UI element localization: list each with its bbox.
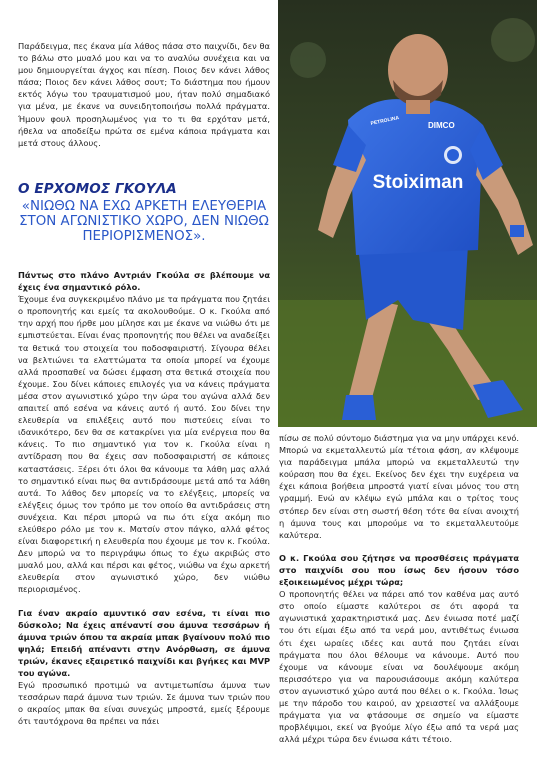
answer-2-part-2: πίσω σε πολύ σύντομο διάστημα για να μην υπάρχει κενό. Μπορώ να εκμεταλλευτώ μία τέτοια φάση, αν κλέψουμε για παράδειγμα μπάλα μπορώ να εκμεταλλευτώ την κούραση που θα έχει. Εκείνος δεν έχει την ευχέρεια να έχει κάποια βοήθεια μπροστά γιατί είναι μόνος του στη γραμμή. Ενώ αν κλέψω εγώ μπάλα και ο τρίτος τους στόπερ δεν είναι στη σωστή θέση τότε θα είναι ανοιχτή η άμυνα τους και μπορούμε να το εκμεταλλευτούμε καλύτερα. [279,433,519,540]
pull-quote: «ΝΙΩΘΩ ΝΑ ΕΧΩ ΑΡΚΕΤΗ ΕΛΕΥΘΕΡΙΑ ΣΤΟΝ ΑΓΩΝΙΣΤΙΚΟ ΧΩΡΟ, ΔΕΝ ΝΙΩΘΩ ΠΕΡΙΟΡΙΣΜΕΝΟΣ». [19,199,269,244]
player-illustration [278,0,537,427]
answer-3: Ο προπονητής θέλει να πάρει από τον καθένα μας αυτό στο οποίο είμαστε καλύτεροι σε ότι αφορά τα αγωνιστικά χαρακτηριστικά μας. Δεν ένιωσα ποτέ μαζί του ότι είμαι έξω από τα νερά μου, αντιθέτως ένιωσα ότι έχει ωραίες ιδέες και αυτά που ζητάει είναι πράγματα που όλοι θέλουμε να κάνουμε. Αυτό που έχουμε να κάνουμε είναι να δουλέψουμε ακόμη περισσότερο για να παρουσιάσουμε ακόμη καλύτερα στον αγωνιστικό χώρο αυτά που θέλει ο κ. Γκούλα. Ίσως με την πάροδο του καιρού, αν χρειαστεί να αλλάξουμε πράγματα για να φτάσουμε σε σημείο να είμαστε προβλέψιμοι, εκεί να βγούμε λίγο έξω από τα νερά μας αλλά μέχρι τώρα δεν ένιωσα κάτι τέτοιο. [279,589,519,745]
question-1: Πάντως στο πλάνο Αντριάν Γκούλα σε βλέπουμε να έχεις ένα σημαντικό ρόλο. [18,270,270,293]
question-2: Για έναν ακραίο αμυντικό σαν εσένα, τι είναι πιο δύσκολο; Να έχεις απέναντί σου άμυνα τεσσάρων ή άμυνα τριών όπου τα ακραία μπακ βγαίνουν πολύ πιο ψηλά; Επειδή απέναντι στην Ανόρθωση, σε άμυνα τριών, έκανες εξαιρετικό παιχνίδι και βγήκες και MVP του αγώνα. [18,607,270,678]
answer-2-part-1: Εγώ προσωπικό προτιμώ να αντιμετωπίσω άμυνα των τεσσάρων παρά άμυνα των τριών. Σε άμυνα των τριών που ο ακραίος μπακ θα είναι συνεχώς μπροστά, εμείς ξέρουμε ότι ταυτόχρονα θα πρέπει να πάει [18,680,270,727]
sleeve-sponsor: PETROLINA [370,115,400,127]
intro-text: Παράδειγμα, πες έκανα μία λάθος πάσα στο παιχνίδι, δεν θα το βάλω στο μυαλό μου και να το αναλύω συνέχεια και να μου δημιουργείται άγχος και πίεση. Ποιος δεν κάνει λάθος πάσα; Ποιος δεν κάνει λάθος σουτ; Το διάστημα που ήμουν εκτός λόγω του τραυματισμού μου, ήταν πολύ σημαδιακό για μένα, με έκανε να συνειδητοποιήσω πολλά πράγματα. Ήμουν φουλ προσηλωμένος για το τι θα ερχόταν μετά, ήθελα να αποδείξω πρώτα σε εμένα κάποια πράγματα και μετά στους άλλους. [18,41,270,148]
interview-column-left [18,269,270,727]
shirt-sponsor: Stoiximan [372,172,464,193]
kit-brand: DIMCO [428,121,455,130]
question-3: Ο κ. Γκούλα σου ζήτησε να προσθέσεις πράγματα στο παιχνίδι σου που ίσως δεν ήσουν τόσο εξοικειωμένος μέχρι τώρα; [279,552,519,588]
intro-paragraph [18,40,270,149]
player-photo [278,0,537,427]
answer-1: Έχουμε ένα συγκεκριμένο πλάνο με τα πράγματα που ζητάει ο προπονητής και εμείς τα ακολουθούμε. Ο κ. Γκούλα από την αρχή που ήρθε μου μίλησε και με έκανε να νιώθω ότι με εμπιστεύεται. Είναι ένας προπονητής που θέλει να αναδείξει τα θετικά του στοιχεία του ποδοσφαιριστή. Σίγουρα θέλει να βελτιώνει τα ελαττώματα τα οποία μπορεί να έχουμε αλλά προσπαθεί να δώσει έμφαση στα θετικά στοιχεία που έχουμε. Σου δίνει κάποιες επιλογές για να κάνεις πράγματα μέσα στον αγωνιστικό χώρο την ώρα του αγώνα αλλά δεν απαιτεί από εσένα να κάνεις αυτό ή αυτό. Σου δίνει την ελευθερία να επιλέξεις αυτό που πιστεύεις είναι το ιδανικότερο, δεν θα σε κατακρίνει για μία ενέργεια που θα κάνεις. Το πιο σημαντικό για τον κ. Γκούλα είναι η αντίδραση που θα έχεις σαν ποδοσφαιριστή σε κάποιες καταστάσεις. Ξέρει ότι όλοι θα κάνουμε τα λάθη μας αλλά το σημαντικό είναι πως θα αντιδράσουμε μετά από τα λάθη αυτά. Το λάθος δεν μπορείς να το ελέγξεις, μπορείς να ελέγξεις όμως τον τρόπο με τον οποίο θα αντιδράσεις στη συνέχεια. Και πέρσι μπορώ να πω ότι είχα ακόμη πιο ελεύθερο ρόλο με τον κ. Ματσίν στον πάγκο, αλλά φέτος είναι διαφορετική η ελευθερία που έχουμε με τον κ. Γκούλα. Δεν μπορώ να το περιγράψω όπως το έχω ακριβώς στο μυαλό μου, αλλά και πέρσι και φέτος, νιώθω να έχω αρκετή ελευθερία στον αγωνιστικό χώρο, δεν νιώθω περιορισμένος. [18,294,270,595]
interview-column-right [279,432,519,745]
section-heading: Ο ΕΡΧΟΜΟΣ ΓΚΟΥΛΑ [18,181,177,197]
